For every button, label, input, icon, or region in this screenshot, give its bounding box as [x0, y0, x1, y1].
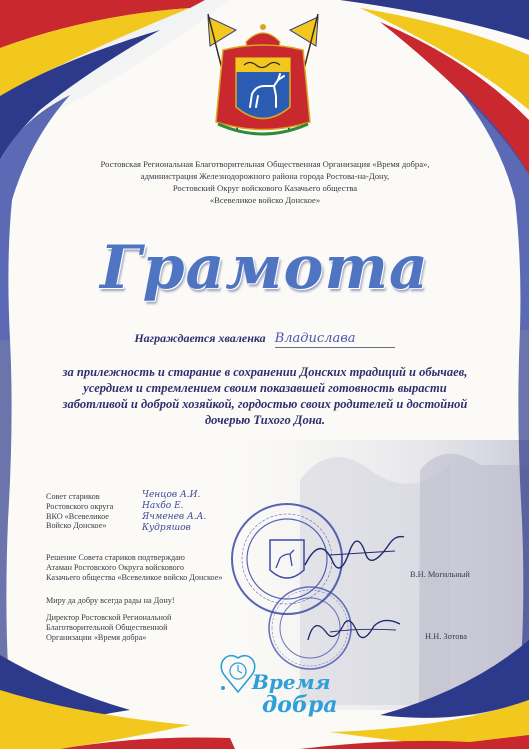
- logo-word-1: Время: [252, 670, 331, 694]
- citation-line: за прилежность и старание в сохранении Донских традиций и обычаев,: [62, 365, 468, 379]
- director-line: Благотворительной Общественной: [46, 622, 168, 632]
- handwritten-signature: Ячменев А.А.: [142, 512, 207, 522]
- decision-line: Решение Совета стариков подтверждаю: [46, 553, 185, 562]
- handwritten-signature: Кудряшов: [142, 523, 191, 533]
- recipient-name: Владислава: [275, 331, 395, 348]
- director-line: Организации «Время добра»: [46, 632, 147, 642]
- ataman-signer: В.Н. Могильный: [410, 570, 470, 579]
- citation-text: [26, 364, 504, 428]
- organization-line: «Всевеликое войско Донское»: [209, 195, 321, 205]
- director-signature: [300, 610, 410, 655]
- organization-line: Ростовский Округ войскового Казачьего общества: [172, 183, 358, 193]
- organization-line: администрация Железнодорожного района города Ростова-на-Дону,: [140, 171, 390, 181]
- ataman-signature: [300, 525, 410, 585]
- award-prefix: Награждается хваленка: [134, 331, 266, 345]
- citation-line: заботливой и доброй хозяйкой, гордостью своих родителей и достойной: [62, 397, 468, 411]
- coat-of-arms-icon: [198, 12, 328, 147]
- decision-line: Атаман Ростовского Округа войскового: [46, 562, 184, 572]
- council-line: Войско Донское»: [46, 521, 107, 531]
- certificate-title: Грамота: [100, 233, 429, 303]
- council-block: [46, 492, 113, 531]
- organization-line: Ростовская Региональная Благотворительная Общественная Организация «Время добра»,: [100, 159, 430, 169]
- decision-line: Казачьего общества «Всевеликое войско Донское»: [46, 572, 223, 582]
- council-line: Ростовского округа: [46, 501, 114, 511]
- citation-line: усердием и стремлением своим показавшей готовность вырасти: [83, 381, 447, 395]
- handwritten-signature: Ченцов А.И.: [142, 490, 201, 500]
- council-signatures: [142, 490, 206, 534]
- logo-word-2: добра: [262, 692, 338, 718]
- motto: Миру да добру всегда рады на Дону!: [46, 596, 175, 605]
- director-block: [46, 613, 171, 642]
- citation-line: дочерью Тихого Дона.: [204, 413, 326, 427]
- award-line: [0, 331, 529, 348]
- decision-block: [46, 553, 222, 582]
- council-line: ВКО «Всевеликое: [46, 511, 109, 521]
- handwritten-signature: Нахбо Е.: [142, 501, 184, 511]
- director-line: Директор Ростовской Региональной: [46, 613, 172, 622]
- director-signer: Н.Н. Зотова: [425, 632, 467, 641]
- organizations-block: [60, 158, 470, 206]
- council-line: Совет стариков: [46, 492, 100, 501]
